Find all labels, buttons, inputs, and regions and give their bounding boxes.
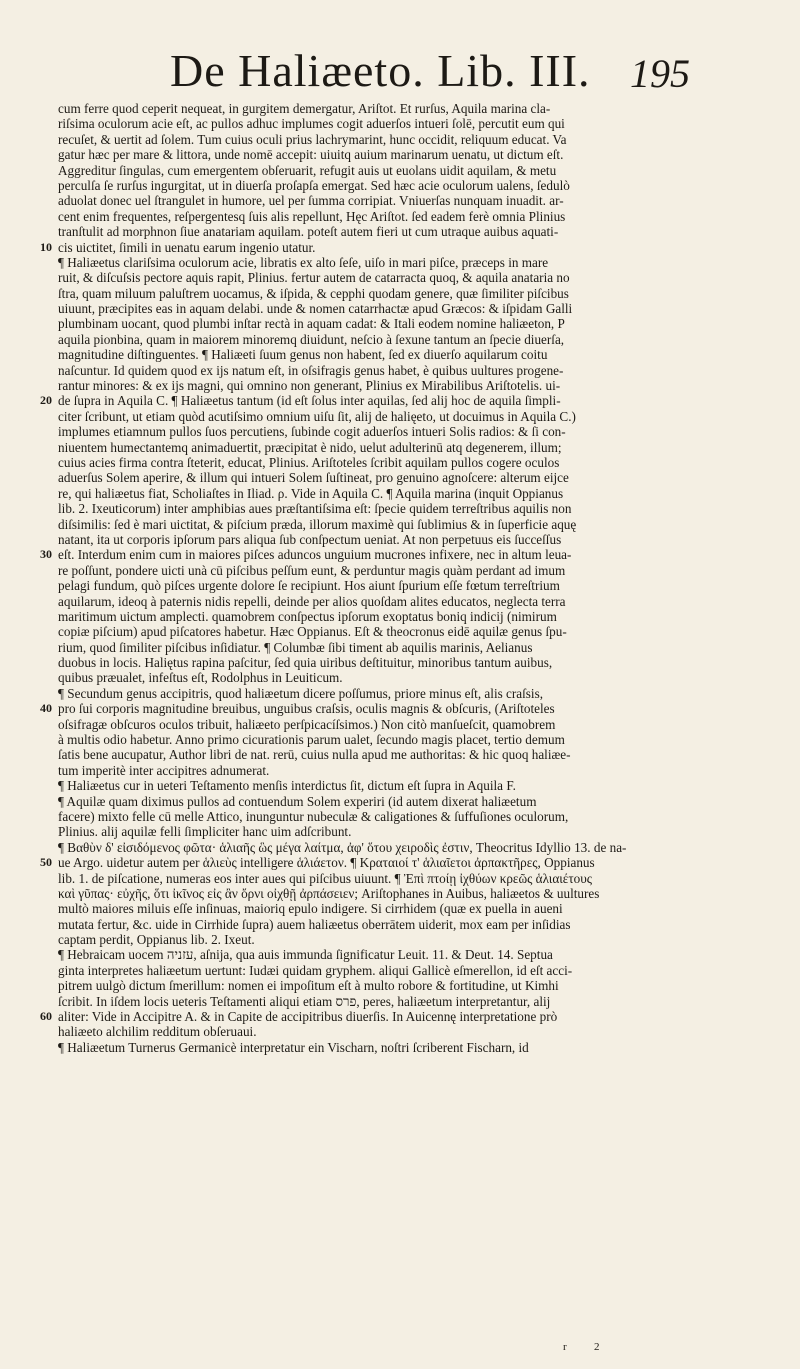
text-line: [58, 732, 772, 747]
line-text: captam perdit, Oppianus lib. 2. Ixeut.: [58, 932, 255, 948]
line-text: Plinius. alij aquilæ felli ſimpliciter hanc uim adſcribunt.: [58, 824, 352, 840]
line-text: ¶ Hebraicam uocem עזניה, aſnija, qua auis immunda ſignificatur Leuit. 11. & Deut. 14. Septua: [58, 947, 553, 963]
text-line: [58, 270, 772, 285]
text-line: [58, 809, 772, 824]
text-line: [40, 855, 772, 871]
line-text: aduerſus Solem aperire, & illum qui intueri Solem ſuſtineat, pro genuino agnoſcere: alterum eijce: [58, 470, 569, 486]
line-text: recuſet, & uertit ad ſolem. Tum cuius oculi prius lachrymarint, hunc occidit, reliquum educat. Va: [58, 131, 567, 147]
line-text: tum imperitè inter accipitres adnumerat.: [58, 762, 270, 778]
line-text: tranſtulit ad morphnon ſiue anatariam aquilam. poteſt autem fieri ut cum utraque auibus aquati-: [58, 224, 559, 240]
line-text: à multis odio habetur. Anno primo cicurationis parum ualet, ſecundo magis placet, tertio demum: [58, 732, 565, 748]
text-line: [58, 316, 772, 331]
line-text: citer ſcribunt, ut etiam quòd acutiſsimo omnium uiſu ſit, alij de halięeto, ut docuimus in Aquila C.): [58, 408, 576, 424]
page-number: 195: [630, 51, 690, 96]
text-line: [58, 301, 772, 316]
line-text: cuius acies firma contra ſteterit, educat, Plinius. Ariſtoteles ſcribit aquilam pullos cogere oculos: [58, 454, 560, 470]
text-line: [58, 963, 772, 978]
text-line: [58, 163, 772, 178]
text-line: [58, 116, 772, 131]
body-text: [40, 101, 772, 1055]
line-text: plumbinam uocant, quod plumbi inſtar rectà in aquam cadat: & Itali eodem nomine haliæeton, P: [58, 316, 565, 332]
line-text: facere) mixto felle cū melle Attico, inunguntur nubeculæ & caligationes & ſuffuſiones oculorum,: [58, 808, 569, 824]
line-text: cis uictitet, ſimili in uenatu earum ingenio utatur.: [58, 239, 316, 255]
line-text: ſcribit. In iſdem locis ueteris Teſtamenti aliqui etiam פרס, peres, haliæetum interpretantur, alij: [58, 993, 551, 1009]
line-text: uiuunt, præcipites eas in aquam delabi. unde & nomen catarrhactæ apud Græcos: & iſpidam Galli: [58, 301, 573, 317]
text-line: [58, 670, 772, 685]
text-line: [40, 701, 772, 717]
line-text: de ſupra in Aquila C. ¶ Haliæetus tantum (id eſt ſolus inter aquilas, ſed alij hoc de aquila ſimpli-: [58, 393, 561, 409]
line-text: naſcuntur. Id quidem quod ex ijs natum eſt, in oſsifragis genus habet, è quibus uultures progene-: [58, 362, 564, 378]
text-line: [58, 209, 772, 224]
text-line: [58, 563, 772, 578]
text-line: [58, 378, 772, 393]
text-line: [58, 178, 772, 193]
line-text: diſsimilis: ſed è mari uictitat, & piſcium præda, illorum maximè qui ſublimius & in ſuperficie aquę: [58, 516, 577, 532]
line-text: ue Argo. uidetur autem per ἁλιεὺς intelligere ἁλιάετον. ¶ Κραταιοί τ' ἁλιαῖετοι ἀρπακτῆρες, Oppianus: [58, 855, 595, 871]
text-line: [58, 532, 772, 547]
signature-number: 2: [594, 1341, 600, 1353]
text-line: [58, 1040, 772, 1055]
line-text: gatur hæc per mare & littora, unde nomē accepit: uiuitq auium marinarum uenatu, ut dictum eſt.: [58, 147, 564, 163]
text-line: [58, 286, 772, 301]
line-text: maritimum uictum amplecti. quamobrem conſpectus ipſorum exoptatus boniq indicij (nimirum: [58, 608, 557, 624]
text-line: [58, 886, 772, 901]
line-text: quibus præualet, infeſtus eſt, Rodolphus in Leuiticum.: [58, 670, 343, 686]
margin-line-number: 40: [40, 701, 52, 716]
line-text: καὶ γῦπας· εὐχῆς, ὅτι ἰκῖνος εἰς ἂν ὄρνι οἰχθῇ ἀρπάσειεν; Ariſtophanes in Auibus, haliæetos & uultures: [58, 885, 600, 901]
line-text: lib. 2. Ixeuticorum) inter amphibias aues præſtantiſsima eſt: ſpecie quidem terreſtribus aquilis non: [58, 501, 572, 517]
line-text: rantur minores: & ex ijs magni, qui omnino non generant, Plinius ex Mirabilibus Ariſtotelis. ui-: [58, 378, 561, 394]
margin-line-number: 20: [40, 393, 52, 408]
text-line: [58, 763, 772, 778]
text-line: [58, 470, 772, 485]
text-line: [40, 1009, 772, 1025]
text-line: [58, 609, 772, 624]
text-line: [58, 101, 772, 116]
text-line: [58, 332, 772, 347]
line-text: cent enim frequentes, reſpergentesq ſuis alis repellunt, Hęc Ariſtot. ſed eadem ferè omnia Plinius: [58, 208, 566, 224]
line-text: eſt. Interdum enim cum in maiores piſces aduncos unguium mucrones infixere, nec in altum leua-: [58, 547, 572, 563]
line-text: ſtra, quam miluum paluſtrem uocamus, & iſpida, & cepphi quodam genere, quæ ſimiliter piſcibus: [58, 285, 569, 301]
text-line: [58, 440, 772, 455]
text-line: [58, 594, 772, 609]
line-text: rium, quod ſimiliter piſcibus inſidiatur. ¶ Columbæ ſibi timent ab aquilis marinis, Aelianus: [58, 639, 533, 655]
text-line: [58, 578, 772, 593]
line-text: mutata fertur, &c. uide in Cirrhide ſupra) auem haliæetus oberrātem uiderit, mox eam per inſidias: [58, 916, 571, 932]
line-text: ſatis bene aucupatur, Author libri de nat. rerū, cuius nulla apud me authoritas: & hic quoq haliæe-: [58, 747, 571, 763]
text-line: [58, 917, 772, 932]
text-line: [58, 455, 772, 470]
text-line: [58, 255, 772, 270]
line-text: pelagi fundum, quò piſces urgente dolore ſe recipiunt. Hos aiunt ſpurium eſſe fœtum terreſtrium: [58, 578, 560, 594]
text-line: [58, 347, 772, 362]
line-text: ¶ Aquilæ quam diximus pullos ad contuendum Solem experiri (id autem dixerat haliæetum: [58, 793, 537, 809]
line-text: aquila pionbina, quam in maiorem minoremq diuidunt, neſcio à ſexune tantum an ſpecie diuerſa,: [58, 331, 565, 347]
text-line: [58, 363, 772, 378]
line-text: Aggreditur ſingulas, cum emergentem obſeruarit, refugit auis ut euolans uidit aquilam, & metu: [58, 162, 557, 178]
line-text: copiæ piſcium) apud piſcatores habetur. Hæc Oppianus. Eſt & theocronus eidē aquilæ genus ſpu-: [58, 624, 567, 640]
line-text: multò maiores miluis eſſe inſinuas, maioriq epulo indigere. Si cirrhidem (quæ ex puella in aueni: [58, 901, 563, 917]
line-text: perculſa ſe rurſus ingurgitat, ut in diuerſa proſapſa emergat. Sed hæc acie oculorum ualens, ſedulò: [58, 177, 570, 193]
line-text: cum ferre quod ceperit nequeat, in gurgitem demergatur, Ariſtot. Et rurſus, Aquila marina cla-: [58, 101, 551, 116]
text-line: [58, 824, 772, 839]
line-text: niuentem humectantemq animaduertit, præcipitat è nido, uelut adulterinū atq degenerem, illum;: [58, 439, 562, 455]
text-line: [58, 517, 772, 532]
line-text: ¶ Haliæetus clariſsima oculorum acie, libratis ex alto ſeſe, uiſo in mari piſce, præceps in mare: [58, 254, 549, 270]
text-line: [58, 947, 772, 962]
line-text: ¶ Haliæetum Turnerus Germanicè interpretatur ein Vischarn, noſtri ſcriberent Fischarn, id: [58, 1039, 529, 1055]
text-line: [58, 132, 772, 147]
line-text: aquilarum, ideoq à paternis nidis repelli, deinde per alios quoſdam alites educatos, neglecta terra: [58, 593, 566, 609]
line-text: re, qui haliæetus fiat, Scholiaſtes in Iliad. ρ. Vide in Aquila C. ¶ Aquila marina (inquit Oppianus: [58, 485, 564, 501]
line-text: aduolat donec uel ſtrangulet in humore, uel per ſumma corripiat. Vniuerſas nunquam inuadit. ar-: [58, 193, 564, 209]
line-text: ¶ Βαθὺν δ' εἰσιδόμενος φῶτα· ἁλιαῆς ὣς μέγα λαίτμα, ἀφ' ὅτου χειροδὶς ἐστιν, Theocritus Idyllio 13. de na-: [58, 839, 627, 855]
text-line: [58, 778, 772, 793]
text-line: [58, 409, 772, 424]
line-text: pro ſui corporis magnitudine breuibus, unguibus craſsis, oculis magnis & obſcuris, (Ariſtoteles: [58, 701, 555, 717]
text-line: [58, 840, 772, 855]
text-line: [58, 193, 772, 208]
text-line: [58, 424, 772, 439]
text-line: [58, 640, 772, 655]
text-line: [40, 239, 772, 255]
line-text: riſsima oculorum acie eſt, ac pullos adhuc implumes cogit aduerſos intueri ſolē, percutit eum qui: [58, 116, 565, 132]
text-line: [40, 547, 772, 563]
signature-letter: r: [563, 1341, 567, 1353]
line-text: natant, ita ut corporis ipſorum pars aliqua ſub conſpectum ueniat. At non perpetuus eis ſucceſſus: [58, 531, 562, 547]
text-line: [58, 655, 772, 670]
text-line: [58, 1024, 772, 1039]
line-text: ruit, & diſcuſsis pectore aquis rapit, Plinius. fertur autem de catarracta quoq, & aquila anataria no: [58, 270, 570, 286]
line-text: aliter: Vide in Accipitre A. & in Capite de accipitribus diuerſis. In Auicennę interpretatione prò: [58, 1009, 558, 1025]
text-line: [58, 686, 772, 701]
text-line: [58, 747, 772, 762]
margin-line-number: 10: [40, 239, 52, 254]
text-line: [58, 486, 772, 501]
line-text: lib. 1. de piſcatione, numeras eos inter aues qui piſcibus uiuunt. ¶ Ἐπὶ πτοίῃ ἰχθύων κρεῶς ἁλιαιέτους: [58, 870, 592, 886]
margin-line-number: 30: [40, 547, 52, 562]
text-line: [58, 147, 772, 162]
text-line: [58, 624, 772, 639]
line-text: oſsifragæ obſcuros oculos tribuit, haliæeto perſpicacíſsimos.) Non citò manſueſcit, quamobrem: [58, 716, 556, 732]
text-line: [58, 901, 772, 916]
line-text: implumes etiamnum pullos ſuos percutiens, ſubinde cogit aduerſos intueri Solis radios: & ſi con-: [58, 424, 566, 440]
text-line: [58, 224, 772, 239]
line-text: ginta interpretes haliæetum uertunt: Iudæi quidam gryphem. aliqui Gallicè eſmerellon, id eſt acci-: [58, 962, 573, 978]
text-line: [58, 871, 772, 886]
text-line: [58, 932, 772, 947]
line-text: ¶ Secundum genus accipitris, quod haliæetum dicere poſſumus, priore minus eſt, alis craſsis,: [58, 685, 544, 701]
running-title: De Haliæeto. Lib. III.: [170, 45, 591, 96]
line-text: magnitudine diſtinguentes. ¶ Haliæeti ſuum genus non habent, ſed ex diuerſo aquilarum coitu: [58, 347, 548, 363]
text-line: [58, 501, 772, 516]
margin-line-number: 60: [40, 1009, 52, 1024]
page-header: [170, 45, 690, 108]
text-line: [58, 994, 772, 1009]
text-line: [40, 393, 772, 409]
line-text: pitrem uulgò dictum ſmerillum: nomen ei impoſitum eſt à multo robore & fortitudine, ut Kimhi: [58, 978, 559, 994]
text-line: [58, 794, 772, 809]
line-text: duobus in locis. Haliętus rapina paſcitur, ſed quia uiribus deſtituitur, minoribus tantum auibus,: [58, 655, 553, 671]
line-text: re poſſunt, pondere uicti unà cū piſcibus peſſum eunt, & perduntur magis quàm perdant ad imum: [58, 562, 566, 578]
margin-line-number: 50: [40, 855, 52, 870]
line-text: ¶ Haliæetus cur in ueteri Teſtamento menſis interdictus ſit, dictum eſt ſupra in Aquila F.: [58, 778, 516, 794]
text-line: [58, 978, 772, 993]
text-line: [58, 717, 772, 732]
line-text: haliæeto alchilim redditum obſeruaui.: [58, 1024, 257, 1040]
